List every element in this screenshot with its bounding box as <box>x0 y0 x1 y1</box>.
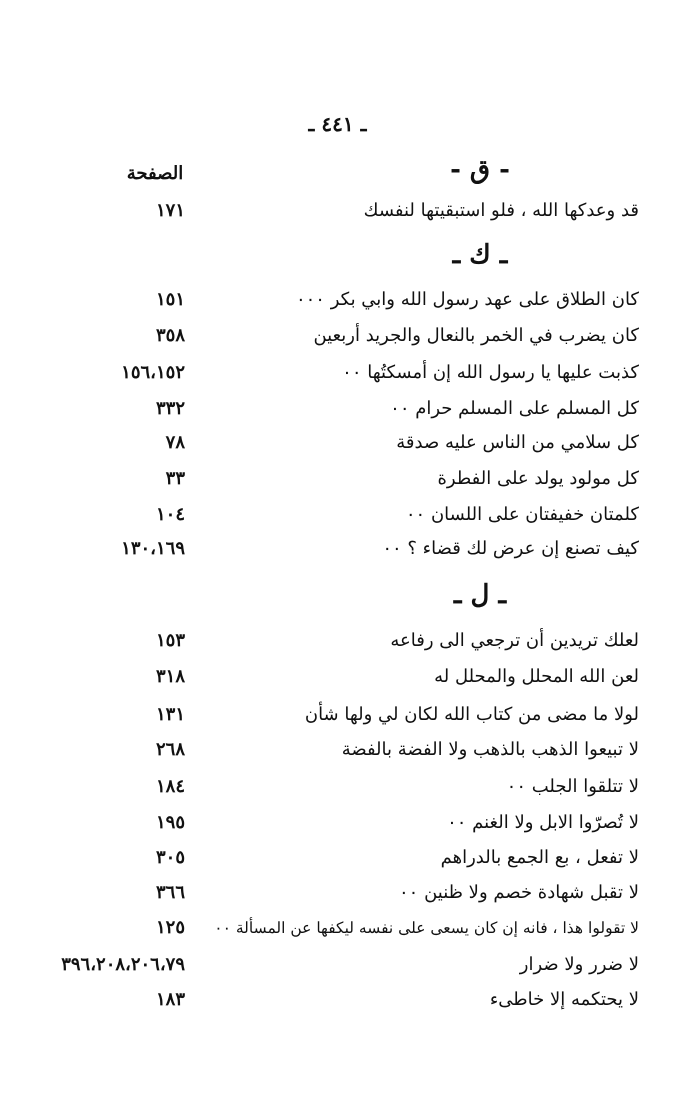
index-entry <box>0 358 675 388</box>
entry-text: لعلك تريدين أن ترجعي الى رفاعه <box>390 630 639 651</box>
index-entry <box>0 500 675 530</box>
page-number: ـ ٤٤١ ـ <box>308 112 367 136</box>
entry-page-numbers: ١٩٥ <box>155 812 185 833</box>
index-entry <box>0 735 675 765</box>
entry-text: لا ضرر ولا ضرار <box>519 954 639 975</box>
index-entry <box>0 700 675 730</box>
entry-page-numbers: ١٥٦،١٥٢ <box>121 362 185 383</box>
entry-page-numbers: ١٢٥ <box>155 917 185 938</box>
entry-text: كيف تصنع إن عرض لك قضاء ؟ ٠٠ <box>382 538 639 559</box>
page-column-header: الصفحة <box>126 163 184 184</box>
index-entry <box>0 985 675 1015</box>
entry-page-numbers: ٣٦٦ <box>155 882 185 903</box>
entry-text: كان يضرب في الخمر بالنعال والجريد أربعين <box>313 325 639 346</box>
entry-page-numbers: ١٥٣ <box>155 630 185 651</box>
index-entry <box>0 843 675 873</box>
entry-text: كان الطلاق على عهد رسول الله وابي بكر ٠٠٠ <box>295 289 639 310</box>
entry-text: كل مولود يولد على الفطرة <box>437 468 639 489</box>
index-entry <box>0 808 675 838</box>
index-entry <box>0 394 675 424</box>
index-entry <box>0 464 675 494</box>
entry-text: لولا ما مضى من كتاب الله لكان لي ولها شأن <box>304 704 639 725</box>
index-entry <box>0 285 675 315</box>
entry-page-numbers: ٣٣٢ <box>155 398 185 419</box>
index-entry <box>0 662 675 692</box>
entry-page-numbers: ٣٩٦،٢٠٨،٢٠٦،٧٩ <box>61 954 185 975</box>
section-letter-lam: ـ ل ـ <box>453 580 507 610</box>
entry-text: لا تتلقوا الجلب ٠٠ <box>506 776 639 797</box>
index-entry <box>0 428 675 458</box>
entry-text: لا تبيعوا الذهب بالذهب ولا الفضة بالفضة <box>341 739 639 760</box>
entry-text: لعن الله المحلل والمحلل له <box>434 666 639 687</box>
entry-page-numbers: ٣١٨ <box>155 666 185 687</box>
entry-text: كذبت عليها يا رسول الله إن أمسكتُها ٠٠ <box>342 362 639 383</box>
entry-page-numbers: ١٣٠،١٦٩ <box>121 538 185 559</box>
entry-page-numbers: ١٨٣ <box>155 989 185 1010</box>
index-entry <box>0 534 675 564</box>
index-entry <box>0 913 675 943</box>
section-letter-qaf: - ق - <box>450 155 510 185</box>
index-entry <box>0 772 675 802</box>
entry-text: لا يحتكمه إلا خاطىء <box>489 989 639 1010</box>
entry-page-numbers: ٧٨ <box>165 432 185 453</box>
entry-page-numbers: ٣٥٨ <box>155 325 185 346</box>
entry-text: لا تُصرّوا الابل ولا الغنم ٠٠ <box>447 812 639 833</box>
index-entry <box>0 321 675 351</box>
entry-page-numbers: ١٣١ <box>155 704 185 725</box>
index-entry <box>0 878 675 908</box>
index-entry <box>0 626 675 656</box>
section-letter-kaf: ـ ك ـ <box>452 240 508 270</box>
entry-text: قد وعدكها الله ، فلو استبقيتها لنفسك <box>363 200 639 221</box>
index-entry <box>0 196 675 226</box>
entry-text: لا تفعل ، بع الجمع بالدراهم <box>440 847 639 868</box>
entry-text: كل سلامي من الناس عليه صدقة <box>396 432 639 453</box>
entry-text: كلمتان خفيفتان على اللسان ٠٠ <box>405 504 639 525</box>
entry-page-numbers: ٢٦٨ <box>155 739 185 760</box>
entry-text: لا تقولوا هذا ، فانه إن كان يسعى على نفسه ليكفها عن المسألة ٠٠ <box>214 919 639 937</box>
entry-page-numbers: ٣٠٥ <box>155 847 185 868</box>
entry-page-numbers: ١٨٤ <box>155 776 185 797</box>
entry-text: كل المسلم على المسلم حرام ٠٠ <box>390 398 639 419</box>
entry-page-numbers: ١٠٤ <box>155 504 185 525</box>
index-entry <box>0 950 675 980</box>
entry-page-numbers: ١٧١ <box>155 200 185 221</box>
entry-page-numbers: ٣٣ <box>165 468 185 489</box>
entry-page-numbers: ١٥١ <box>155 289 185 310</box>
entry-text: لا تقبل شهادة خصم ولا ظنين ٠٠ <box>399 882 639 903</box>
